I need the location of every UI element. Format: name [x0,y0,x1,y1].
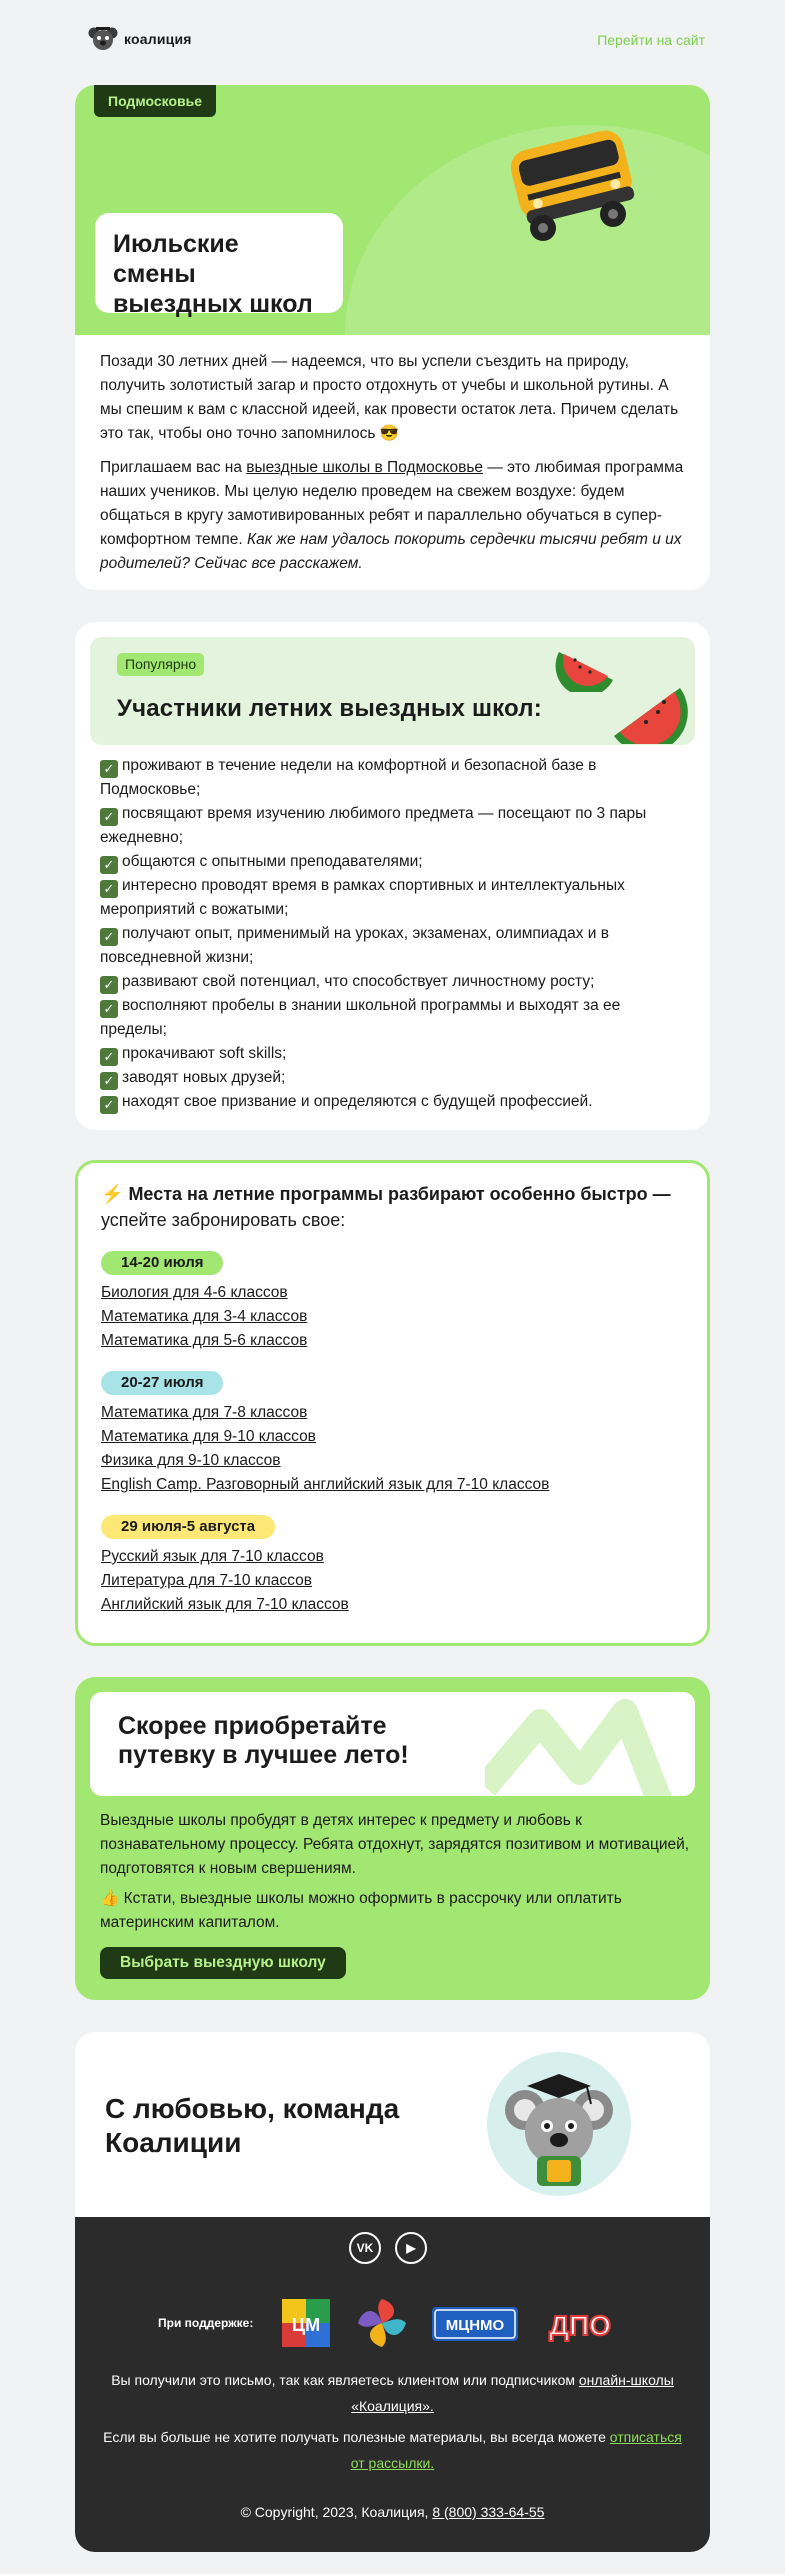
list-item [100,970,690,994]
koala-logo-icon [88,24,118,54]
list-item [100,850,690,874]
koala-mascot-icon [487,2052,632,2197]
email-header [88,24,705,58]
participants-title: Участники летних выездных школ: [117,695,542,722]
program-link[interactable]: Математика для 5-6 классов [101,1332,308,1349]
list-item [100,874,690,922]
list-item-text: прокачивают soft skills; [122,1045,287,1062]
list-item-text: общаются с опытными преподавателями; [122,853,423,870]
support-label: При поддержке: [158,2316,254,2330]
away-schools-link[interactable]: выездные школы в Подмосковье [246,459,484,476]
decorative-m-shape [485,1692,695,1796]
footer-line2-text: Если вы больше не хотите получать полезные материалы, вы всегда можете [103,2429,610,2445]
program-link[interactable]: Математика для 7-8 классов [101,1404,308,1421]
checkmark-icon: ✓ [100,1048,118,1066]
participants-card [75,622,710,1130]
list-item [100,802,690,850]
hero-title: Июльские смены выездных школ [95,213,343,313]
program-link[interactable]: Биология для 4-6 классов [101,1284,288,1301]
unsubscribe-link[interactable]: отписаться от рассылки. [350,2429,682,2471]
checkmark-icon: ✓ [100,856,118,874]
checkmark-icon: ✓ [100,928,118,946]
footer-subscription-note [100,2367,685,2419]
partner-logo-dpo-icon[interactable] [533,2295,628,2351]
vk-icon[interactable]: VK [349,2232,381,2264]
programs-intro-bold: Места на летние программы разбирают особенно быстро — [128,1184,671,1204]
checkmark-icon: ✓ [100,976,118,994]
hero-banner [75,85,710,335]
hero-p2-italic: Как же нам удалось покорить сердечки тысячи ребят и их родителей? Сейчас все расскажем. [100,531,682,572]
choose-school-button[interactable]: Выбрать выездную школу [100,1947,346,1979]
checkmark-icon: ✓ [100,1096,118,1114]
checkmark-icon: ✓ [100,808,118,826]
phone-link[interactable]: 8 (800) 333-64-55 [432,2504,545,2520]
program-link[interactable]: Русский язык для 7-10 классов [101,1548,324,1565]
promo-title: Скорее приобретайте путевку в лучшее лето! [118,1712,409,1769]
promo-banner [90,1692,695,1796]
social-links [349,2232,427,2264]
list-item-text: посвящают время изучению любимого предмета — посещают по 3 пары ежедневно; [100,805,647,846]
brand-logo[interactable] [88,24,192,54]
farewell-card [75,2032,710,2552]
list-item-text: заводят новых друзей; [122,1069,286,1086]
date-pill: 14-20 июля [101,1251,223,1275]
program-link[interactable]: Физика для 9-10 классов [101,1452,281,1469]
watermelon-icon [608,682,688,744]
list-item-text: развивают свой потенциал, что способствует личностному росту; [122,973,595,990]
program-link[interactable]: Математика для 9-10 классов [101,1428,316,1445]
copyright-text: © Copyright, 2023, Коалиция, [240,2504,433,2520]
lightning-icon: ⚡ [101,1184,124,1204]
region-badge: Подмосковье [94,85,216,117]
list-item [100,1042,690,1066]
partner-logo-petals-icon[interactable] [354,2295,410,2351]
hero-card [75,85,710,590]
partner-logo-mcnmo-icon[interactable] [430,2295,520,2351]
program-link[interactable]: Литература для 7-10 классов [101,1572,312,1589]
date-pill: 29 июля-5 августа [101,1515,275,1539]
program-link[interactable]: Английский язык для 7-10 классов [101,1596,349,1613]
copyright [100,2499,685,2525]
email-footer [75,2217,710,2552]
programs-intro [101,1181,691,1233]
partner-3-text: МЦНМО [445,2317,505,2334]
program-group-1 [101,1251,307,1353]
promo-card [75,1677,710,2000]
partner-1-text: ЦМ [291,2315,321,2335]
hero-p2-before: Приглашаем вас на [100,459,247,476]
checkmark-icon: ✓ [100,1072,118,1090]
list-item [100,1066,690,1090]
footer-unsubscribe-note [100,2424,685,2476]
list-item-text: восполняют пробелы в знании школьной программы и выходят за ее пределы; [100,997,621,1038]
program-link[interactable]: Математика для 3-4 классов [101,1308,308,1325]
promo-body [100,1809,690,1941]
participants-list [100,754,690,1114]
list-item [100,754,690,802]
date-pill: 20-27 июля [101,1371,223,1395]
promo-paragraph-2: 👍 Кстати, выездные школы можно оформить в рассрочку или оплатить материнским капиталом. [100,1890,622,1931]
partner-logo-cube-icon[interactable] [278,2295,334,2351]
footer-line1-text: Вы получили это письмо, так как являетесь клиентом или подписчиком [111,2372,579,2388]
list-item-text: находят свое призвание и определяются с будущей профессией. [122,1093,593,1110]
support-row [158,2295,628,2351]
checkmark-icon: ✓ [100,880,118,898]
partner-4-text: ДПО [549,2310,611,2341]
checkmark-icon: ✓ [100,760,118,778]
list-item-text: интересно проводят время в рамках спортивных и интеллектуальных мероприятий с вожатыми; [100,877,625,918]
hero-p2-after: — это любимая программа наших учеников. Мы целую неделю проведем на свежем воздухе: будем общаться в кругу замотивированных ребят и параллельно обучаться в супер-комфортном темпе. [100,459,684,548]
popular-badge: Популярно [117,653,204,676]
farewell-text: С любовью, команда Коалиции [105,2093,400,2158]
program-group-2 [101,1371,549,1497]
youtube-icon[interactable]: ▶ [395,2232,427,2264]
school-bus-icon [485,110,655,250]
list-item [100,1090,690,1114]
program-group-3 [101,1515,349,1617]
checkmark-icon: ✓ [100,1000,118,1018]
hero-paragraph-1: Позади 30 летних дней — надеемся, что вы успели съездить на природу, получить золотистый загар и просто отдохнуть от учебы и школьной рутины. А мы спешим к вам с классной идеей, как провести остаток лета. Причем сделать это так, чтобы оно точно запомнилось 😎 [100,353,679,442]
hero-paragraph-2 [100,456,690,576]
school-link[interactable]: онлайн-школы «Коалиция». [351,2372,674,2414]
programs-intro-rest: успейте забронировать свое: [101,1210,346,1230]
list-item [100,994,690,1042]
brand-name: коалиция [124,31,192,47]
participants-banner [90,637,695,745]
hero-body [100,350,690,586]
list-item-text: получают опыт, применимый на уроках, экзаменах, олимпиадах и в повседневной жизни; [100,925,609,966]
go-to-site-link[interactable]: Перейти на сайт [597,32,705,48]
list-item-text: проживают в течение недели на комфортной и безопасной базе в Подмосковье; [100,757,597,798]
programs-card [75,1160,710,1646]
list-item [100,922,690,970]
promo-paragraph-1: Выездные школы пробудят в детях интерес к предмету и любовь к познавательному процессу. Ребята отдохнут, зарядятся позитивом и мотивацией, подготовятся к новым свершениям. [100,1812,690,1877]
program-link[interactable]: English Camp. Разговорный английский язык для 7-10 классов [101,1476,550,1493]
